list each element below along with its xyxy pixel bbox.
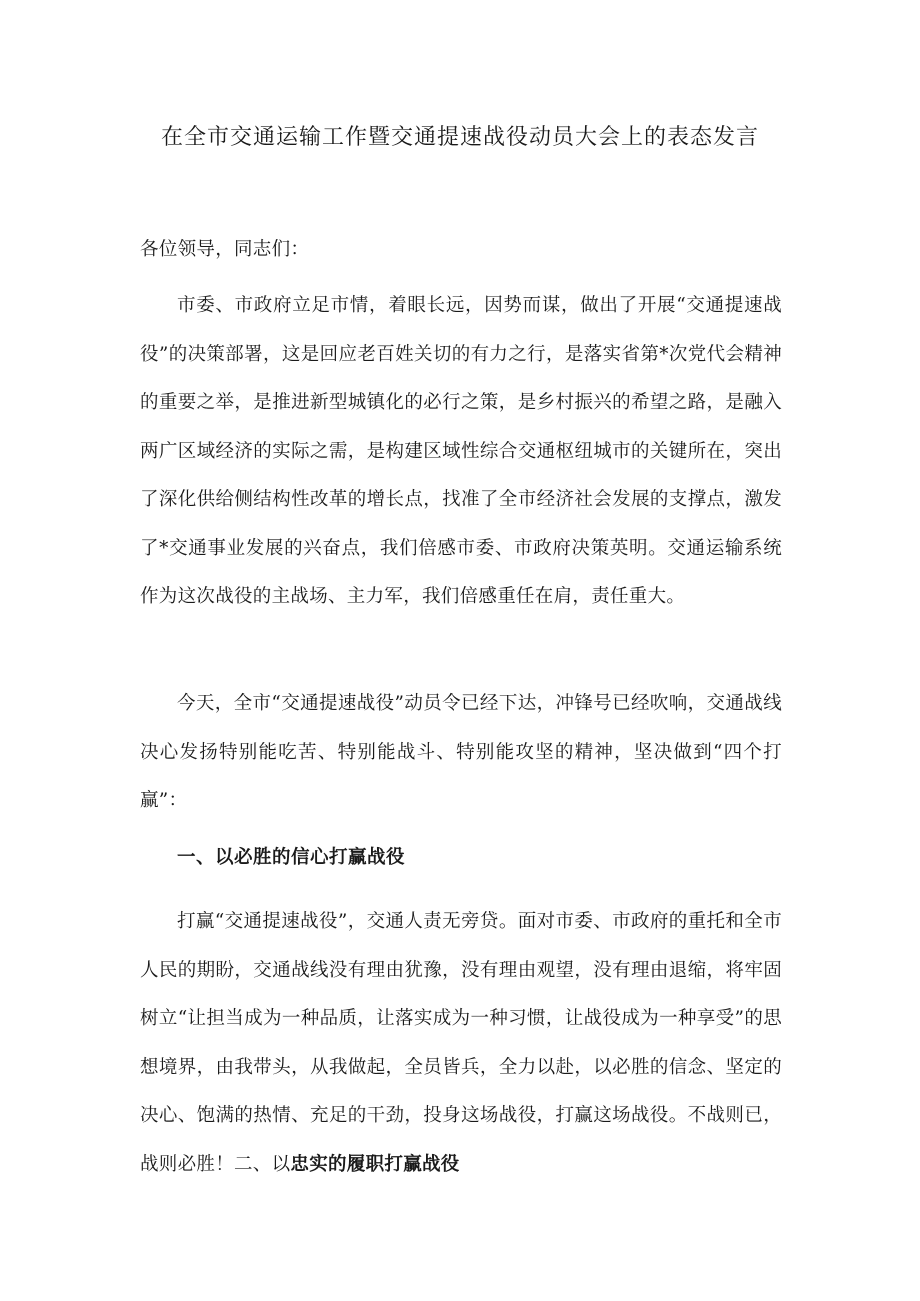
paragraph-3-text: 打赢“交通提速战役”，交通人责无旁贷。面对市委、市政府的重托和全市人民的期盼，交通战线没有理由犹豫，没有理由观望，没有理由退缩，将牢固树立“让担当成为一种品质，让落实成为一种习惯，让战役成为一种享受”的思想境界，由我带头，从我做起，全员皆兵，全力以赴，以必胜的信念、坚定的决心、饱满的热情、充足的干劲，投身这场战役，打赢这场战役。不战则已，战则必胜！二、以 bbox=[140, 911, 782, 1175]
section-heading-1: 一、以必胜的信心打赢战役 bbox=[177, 847, 406, 868]
paragraph-3 bbox=[140, 898, 782, 1189]
section-heading-2-inline: 忠实的履职打赢战役 bbox=[290, 1153, 460, 1175]
greeting: 各位领导，同志们： bbox=[140, 239, 310, 260]
paragraph-1: 市委、市政府立足市情，着眼长远，因势而谋，做出了开展“交通提速战役”的决策部署，这是回应老百姓关切的有力之行，是落实省第*次党代会精神的重要之举，是推进新型城镇化的必行之策，是乡村振兴的希望之路，是融入两广区域经济的实际之需，是构建区域性综合交通枢纽城市的关键所在，突出了深化供给侧结构性改革的增长点，找准了全市经济社会发展的支撑点，激发了*交通事业发展的兴奋点，我们倍感市委、市政府决策英明。交通运输系统作为这次战役的主战场、主力军，我们倍感重任在肩，责任重大。 bbox=[140, 295, 782, 607]
document-title: 在全市交通运输工作暨交通提速战役动员大会上的表态发言 bbox=[160, 125, 759, 150]
paragraph-2: 今天，全市“交通提速战役”动员令已经下达，冲锋号已经吹响，交通战线决心发扬特别能吃苦、特别能战斗、特别能攻坚的精神，坚决做到“四个打赢”： bbox=[140, 693, 782, 811]
